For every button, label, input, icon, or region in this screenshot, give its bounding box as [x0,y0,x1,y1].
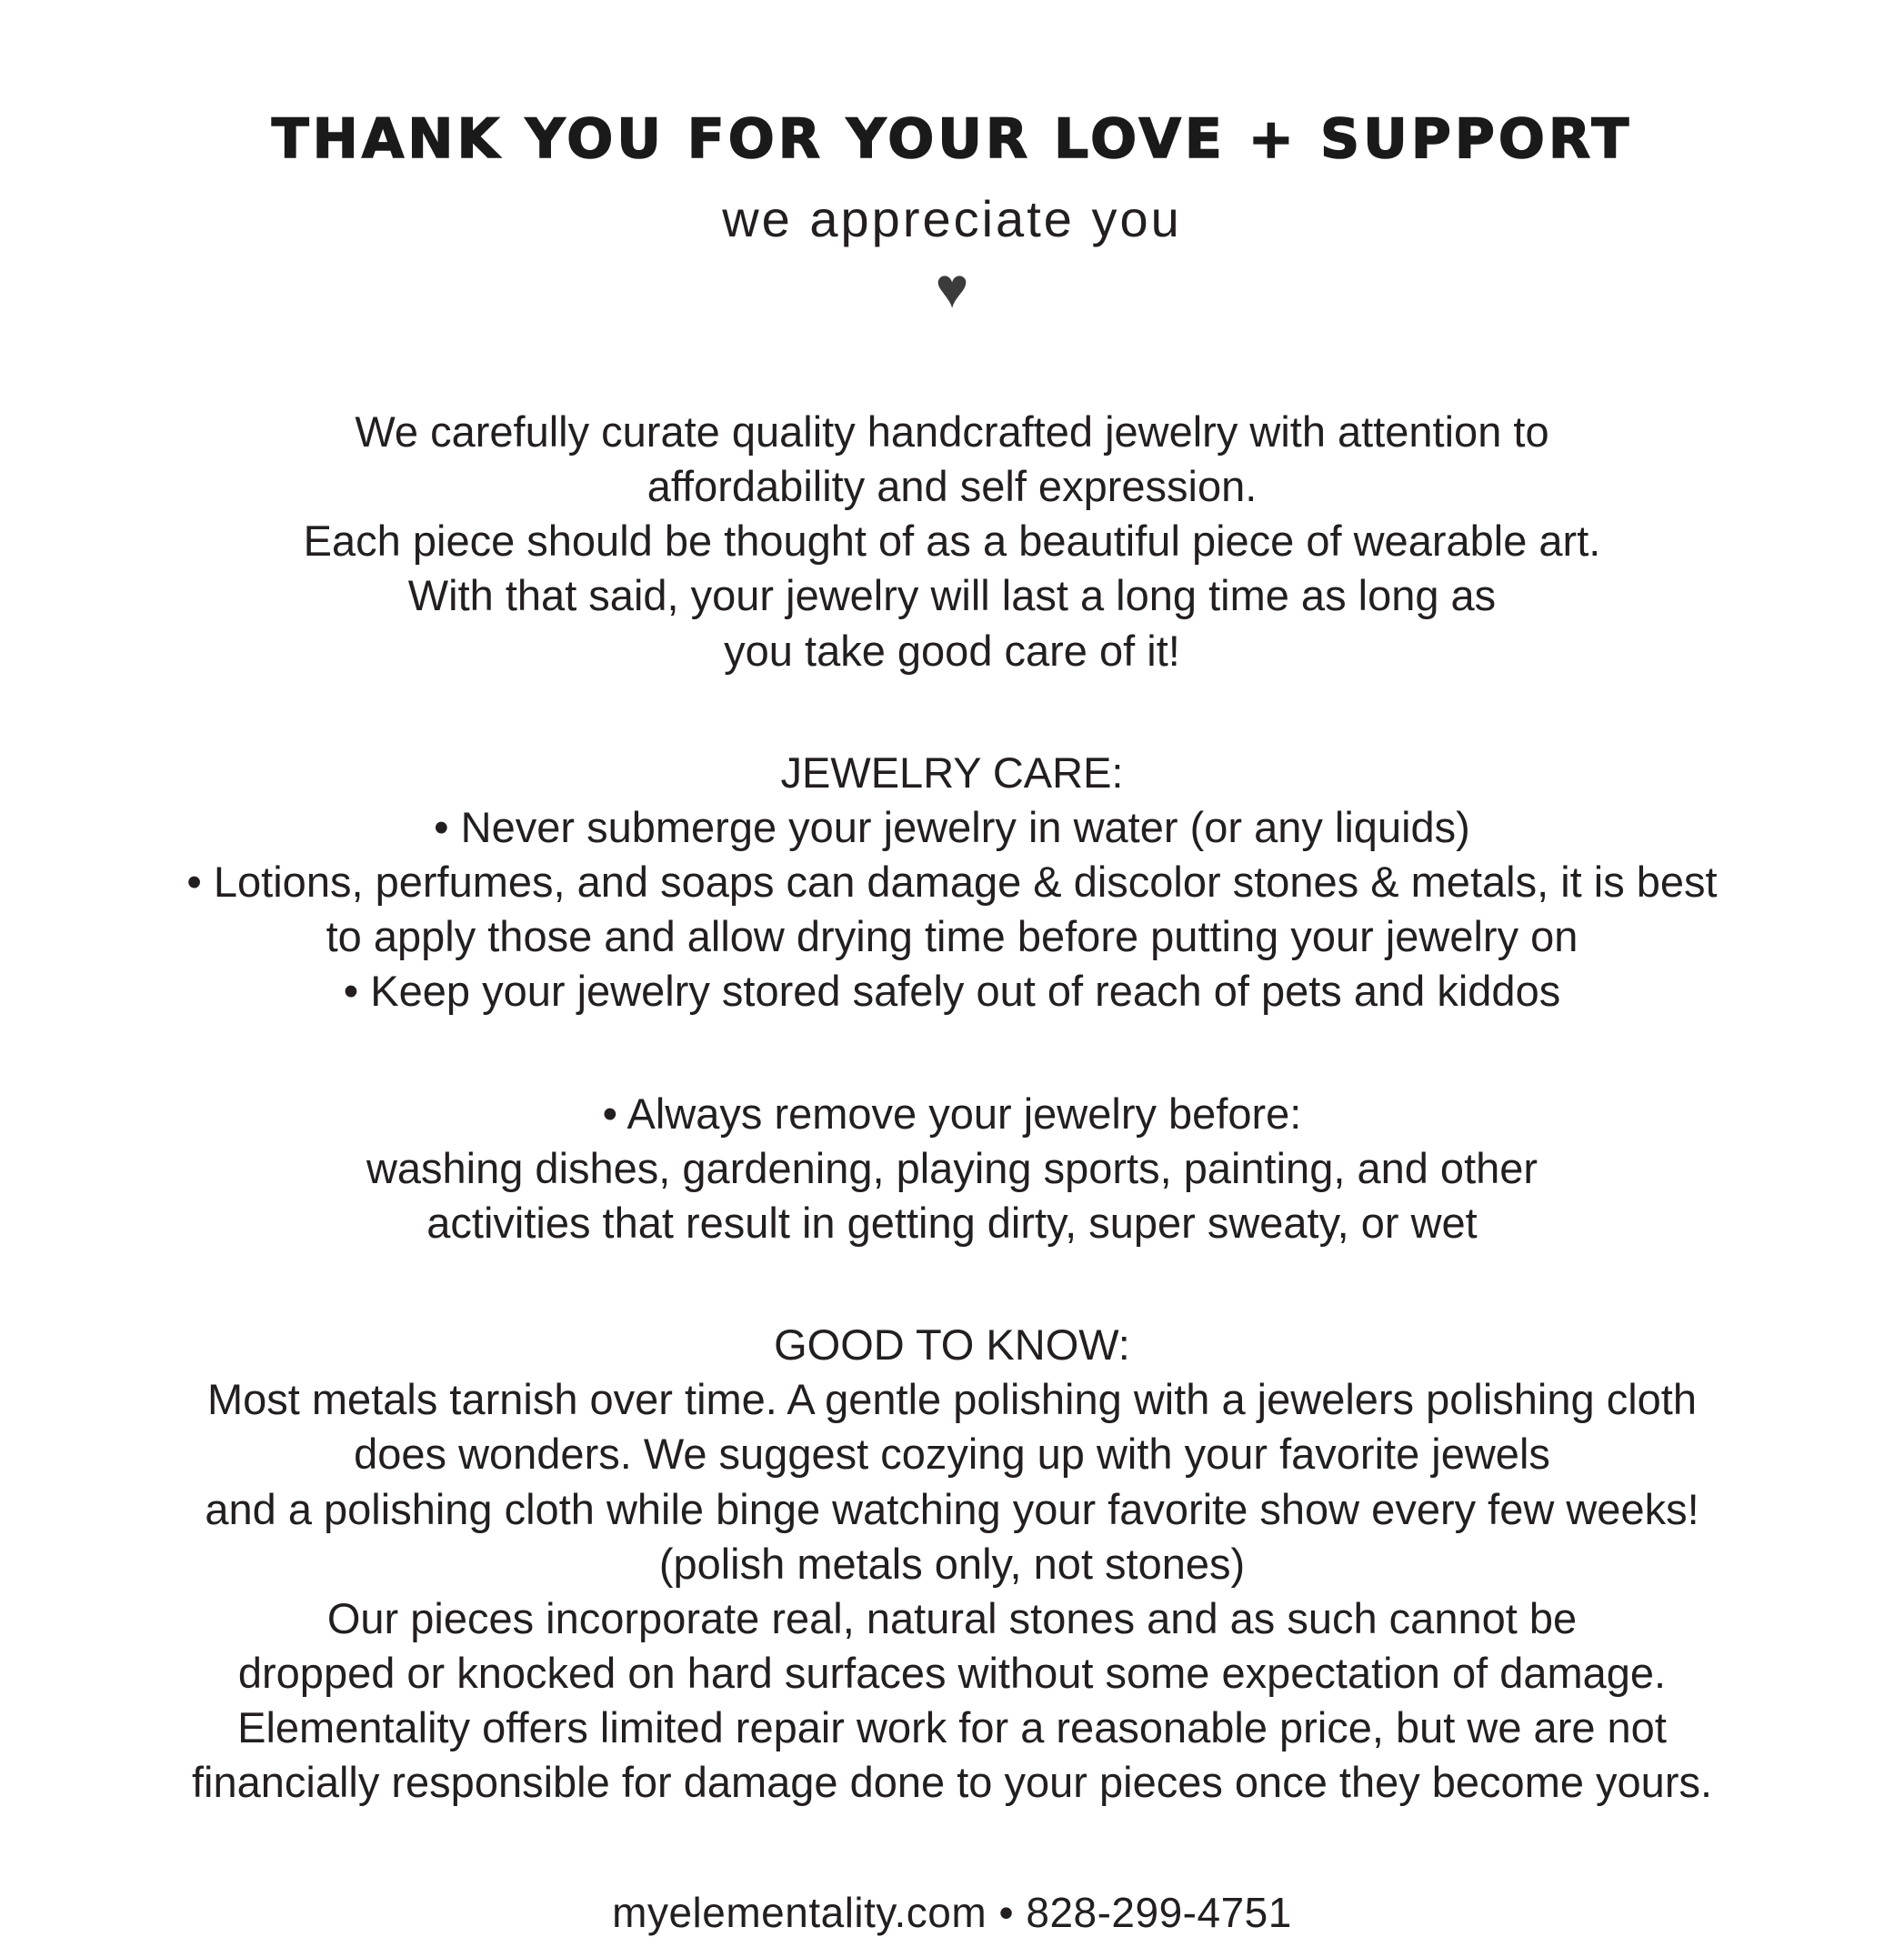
good-to-know-line: dropped or knocked on hard surfaces without some expectation of damage. [237,1648,1667,1697]
intro-line: We carefully curate quality handcrafted jewelry with attention to [355,407,1549,456]
jewelry-care-line: • Never submerge your jewelry in water (or any liquids) [434,802,1470,851]
good-to-know-section [127,1318,1777,1810]
good-to-know-line: does wonders. We suggest cozying up with your favorite jewels [354,1430,1550,1479]
good-to-know-line: and a polishing cloth while binge watching your favorite show every few weeks! [205,1484,1699,1533]
intro-paragraph [127,405,1777,678]
intro-line: Each piece should be thought of as a beautiful piece of wearable art. [303,517,1601,566]
good-to-know-line: financially responsible for damage done to your pieces once they become yours. [191,1758,1713,1807]
jewelry-care-line: • Keep your jewelry stored safely out of reach of pets and kiddos [343,967,1561,1016]
jewelry-care-line: to apply those and allow drying time before putting your jewelry on [326,912,1578,961]
good-to-know-line: Most metals tarnish over time. A gentle polishing with a jewelers polishing cloth [207,1375,1697,1424]
jewelry-care-section [127,746,1777,1019]
good-to-know-line: Elementality offers limited repair work for a reasonable price, but we are not [237,1703,1667,1752]
heart-icon: ♥ [935,257,969,320]
remove-before-line: • Always remove your jewelry before: [602,1089,1302,1138]
good-to-know-heading: GOOD TO KNOW: [774,1320,1130,1370]
remove-before-line: activities that result in getting dirty, super sweaty, or wet [426,1198,1478,1247]
jewelry-care-heading: JEWELRY CARE: [780,748,1124,797]
good-to-know-line: (polish metals only, not stones) [658,1539,1246,1588]
intro-line: With that said, your jewelry will last a long time as long as [407,571,1497,620]
jewelry-care-line: • Lotions, perfumes, and soaps can damage & discolor stones & metals, it is best [186,858,1718,907]
contact-footer: myelementality.com • 828-299-4751 [612,1889,1292,1937]
remove-before-section [127,1087,1777,1250]
intro-line: affordability and self expression. [646,462,1258,511]
page-title: THANK YOU FOR YOUR LOVE + SUPPORT [271,107,1633,171]
intro-line: you take good care of it! [724,626,1180,675]
page-subtitle: we appreciate you [722,190,1182,247]
care-body [127,405,1777,1810]
remove-before-line: washing dishes, gardening, playing sports, painting, and other [366,1143,1538,1192]
good-to-know-line: Our pieces incorporate real, natural stones and as such cannot be [326,1593,1578,1642]
